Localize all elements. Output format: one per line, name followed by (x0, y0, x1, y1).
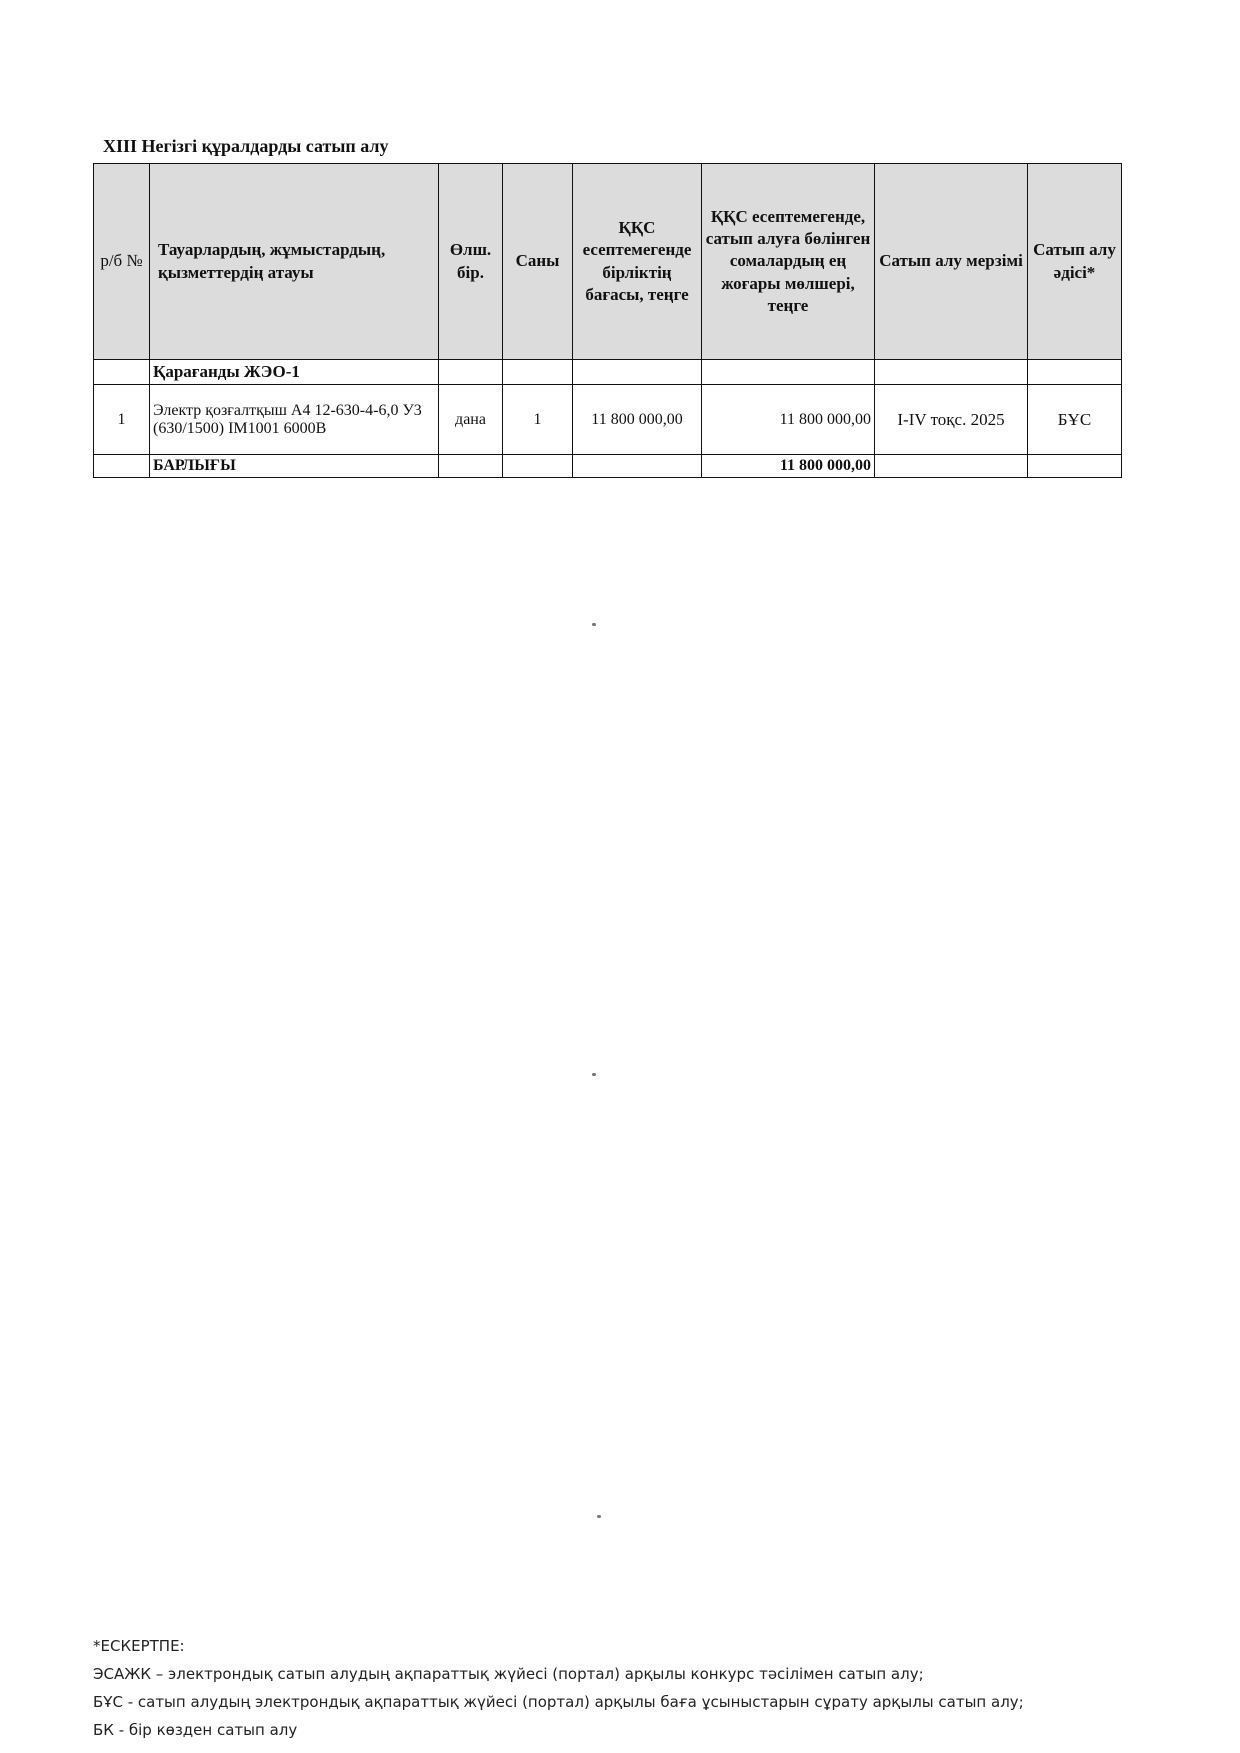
group-row (94, 360, 1122, 385)
row-max-amount: 11 800 000,00 (702, 385, 875, 455)
notes-heading: *ЕСКЕРТПЕ: (93, 1637, 185, 1655)
group-empty-cell (503, 360, 573, 385)
header-period: Сатып алу мерзімі (875, 164, 1028, 360)
total-empty-cell (875, 455, 1028, 478)
row-unit: дана (439, 385, 503, 455)
header-max-amount: ҚҚС есептемегенде, сатып алуға бөлінген сомалардың ең жоғары мөлшері, теңге (702, 164, 875, 360)
row-period: I-IV тоқс. 2025 (875, 385, 1028, 455)
row-qty: 1 (503, 385, 573, 455)
total-amount: 11 800 000,00 (702, 455, 875, 478)
notes-line: ЭСАЖК – электрондық сатып алудың ақпараттық жүйесі (портал) арқылы конкурс тәсілімен сатып алу; (93, 1665, 924, 1683)
notes-line: БК - бір көзден сатып алу (93, 1721, 298, 1739)
group-empty-cell (573, 360, 702, 385)
notes-line: БҰС - сатып алудың электрондық ақпараттық жүйесі (портал) арқылы баға ұсыныстарын сұрату арқылы сатып алу; (93, 1693, 1024, 1711)
header-unit: Өлш. бір. (439, 164, 503, 360)
scan-speck (592, 1073, 596, 1076)
scan-speck (597, 1515, 601, 1518)
total-empty-cell (1028, 455, 1122, 478)
notes-block (93, 1632, 1024, 1744)
row-name: Электр қозғалтқыш А4 12-630-4-6,0 У3 (630/1500) IM1001 6000В (150, 385, 439, 455)
total-empty-cell (573, 455, 702, 478)
header-num: р/б № (94, 164, 150, 360)
group-empty-cell (439, 360, 503, 385)
group-empty-cell (875, 360, 1028, 385)
header-unit-price: ҚҚС есептемегенде бірліктің бағасы, теңге (573, 164, 702, 360)
total-empty-cell (439, 455, 503, 478)
row-unit-price: 11 800 000,00 (573, 385, 702, 455)
procurement-table (93, 163, 1122, 478)
total-row (94, 455, 1122, 478)
header-qty: Саны (503, 164, 573, 360)
scan-speck (592, 623, 596, 626)
group-empty-cell (702, 360, 875, 385)
group-empty-cell (1028, 360, 1122, 385)
table-row (94, 385, 1122, 455)
total-empty-cell (94, 455, 150, 478)
header-name: Тауарлардың, жұмыстардың, қызметтердің атауы (150, 164, 439, 360)
header-method: Сатып алу әдісі* (1028, 164, 1122, 360)
row-num: 1 (94, 385, 150, 455)
header-row (94, 164, 1122, 360)
section-title: XIII Негізгі құралдарды сатып алу (103, 136, 389, 156)
group-empty-cell (94, 360, 150, 385)
total-label: БАРЛЫҒЫ (150, 455, 439, 478)
row-method: БҰС (1028, 385, 1122, 455)
group-label: Қарағанды ЖЭО-1 (150, 360, 439, 385)
total-empty-cell (503, 455, 573, 478)
